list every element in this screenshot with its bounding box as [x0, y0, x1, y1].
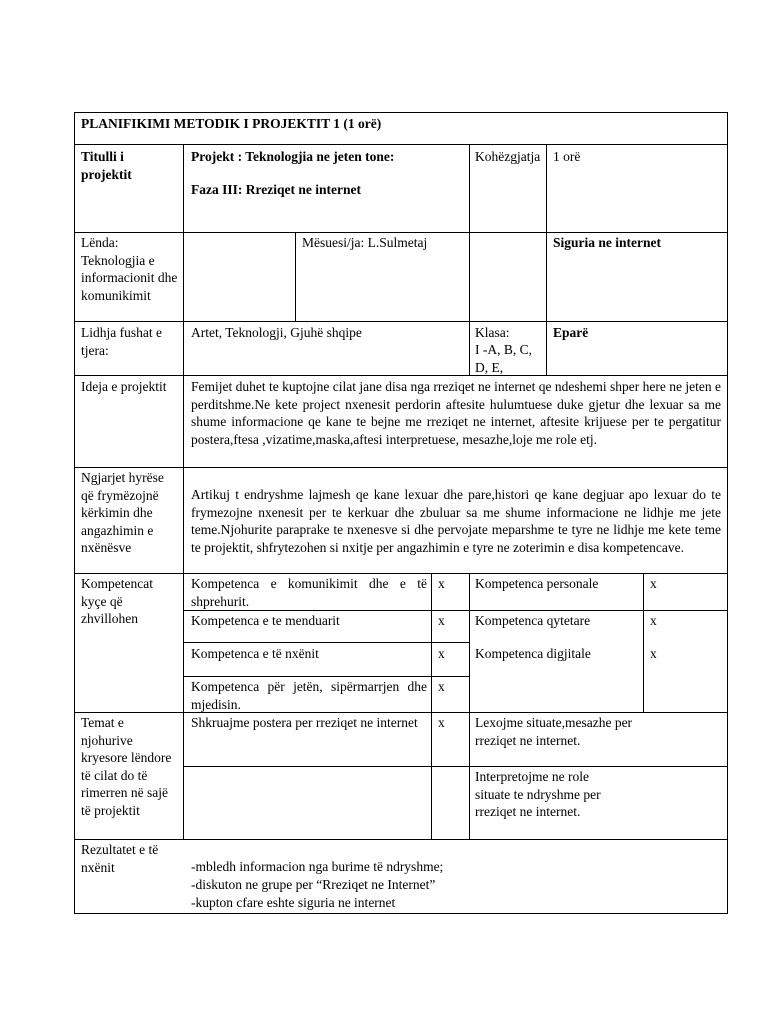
project-topic: Siguria ne internet: [553, 235, 661, 250]
label-introductory-events: Ngjarjet hyrëse që frymëzojnë kërkimin dhe angazhimin e nxënësve: [81, 470, 164, 555]
competence-personal: Kompetenca personale: [475, 576, 599, 591]
introductory-events-text: Artikuj t endryshme lajmesh qe kane lexuar dhe pare,histori qe kane degjuar apo lexuar do te frymezojne nxenesit per te kerkuar dhe zbuluar sa me shume informacione ne lidhje me jete teme.Njohurite paraprake te nxenesve si dhe pervojate meparshme te tyre ne lidhje me kete teme te projektit, shfrytezohen si nxitje per angazhimin e tyre ne zoterimin e disa kompetencave.: [191, 487, 721, 555]
project-phase: Faza III: Rreziqet ne internet: [191, 182, 361, 197]
table-border: [295, 232, 296, 321]
table-border: [74, 144, 728, 145]
table-border: [183, 610, 728, 611]
label-learning-outcomes: Rezultatet e të nxënit: [81, 842, 159, 875]
table-border: [469, 573, 470, 840]
teacher-name: Mësuesi/ja: L.Sulmetaj: [302, 235, 428, 250]
competence-communication: Kompetenca e komunikimit dhe e të shprehurit.: [191, 576, 427, 609]
competence-learning: Kompetenca e të nxënit: [191, 646, 319, 661]
table-border: [74, 467, 728, 468]
project-idea-text: Femijet duhet te kuptojne cilat jane disa nga rreziqet ne internet qe ndeshemi shper here ne jeten e perditshme.Ne kete project nxenesit perdorin aftesite hulumtuese duke gjetur dhe lexuar sa me shume informacione qe kane te bejne me rreziqet ne internet, aftesite krijuese per te pergatitur postera,ftesa ,vizatime,maska,aftesi interpretuese, mesazhe,loje me role etj.: [191, 379, 721, 447]
competence-check: x: [438, 646, 445, 661]
table-border: [74, 112, 728, 113]
table-border: [431, 573, 432, 840]
topic-write-posters: Shkruajme postera per rreziqet ne internet: [191, 715, 418, 730]
label-subject: Lënda: Teknologjia e informacionit dhe komunikimit: [81, 235, 178, 303]
page-title: PLANIFIKIMI METODIK I PROJEKTIT 1 (1 orë): [81, 116, 382, 131]
class-value: I -A, B, C, D, E,: [475, 342, 532, 375]
competence-check: x: [438, 613, 445, 628]
topic-read-situations: Lexojme situate,mesazhe per rreziqet ne internet.: [475, 715, 633, 748]
table-border: [74, 573, 728, 574]
competence-civic: Kompetenca qytetare: [475, 613, 591, 628]
linked-fields: Artet, Teknologji, Gjuhë shqipe: [191, 325, 362, 340]
table-border: [183, 676, 469, 677]
duration-value: 1 orë: [553, 149, 581, 164]
label-linked-fields: Lidhja fushat e tjera:: [81, 325, 162, 358]
label-class: Klasa:: [475, 325, 510, 340]
table-border: [183, 766, 728, 767]
table-border: [74, 375, 728, 376]
label-project-idea: Ideja e projektit: [81, 379, 167, 394]
table-border: [546, 144, 547, 376]
label-main-topics: Temat e njohurive kryesore lëndore të cilat do të rimerren në sajë të projektit: [81, 715, 172, 818]
table-border: [469, 144, 470, 376]
topic-check: x: [438, 715, 445, 730]
project-plan-table: [74, 112, 728, 914]
table-border: [74, 232, 728, 233]
table-border: [183, 144, 184, 840]
table-border: [183, 642, 469, 643]
label-key-competences: Kompetencat kyçe që zhvillohen: [81, 576, 153, 626]
table-border: [727, 112, 728, 914]
competence-life-entrepreneurship: Kompetenca për jetën, sipërmarrjen dhe mjedisin.: [191, 679, 427, 712]
competence-check: x: [650, 613, 657, 628]
competence-check: x: [438, 679, 445, 694]
table-border: [74, 112, 75, 914]
competence-digital: Kompetenca digjitale: [475, 646, 591, 661]
table-border: [74, 839, 728, 840]
learning-outcome: -kupton cfare eshte siguria ne internet: [191, 895, 396, 910]
competence-check: x: [650, 646, 657, 661]
competence-check: x: [650, 576, 657, 591]
project-name: Projekt : Teknologjia ne jeten tone:: [191, 149, 395, 164]
learning-outcome: -mbledh informacion nga burime të ndryshme;: [191, 859, 444, 874]
table-border: [643, 573, 644, 713]
table-border: [74, 321, 728, 322]
learning-outcome: -diskuton ne grupe per “Rreziqet ne Internet”: [191, 877, 436, 892]
class-level: Eparë: [553, 325, 589, 340]
competence-check: x: [438, 576, 445, 591]
label-project-title: Titulli i projektit: [81, 149, 132, 182]
table-border: [74, 913, 728, 914]
topic-role-play: Interpretojme ne role situate te ndryshme per rreziqet ne internet.: [475, 769, 601, 819]
label-duration: Kohëzgjatja: [475, 149, 541, 164]
competence-thinking: Kompetenca e te menduarit: [191, 613, 340, 628]
